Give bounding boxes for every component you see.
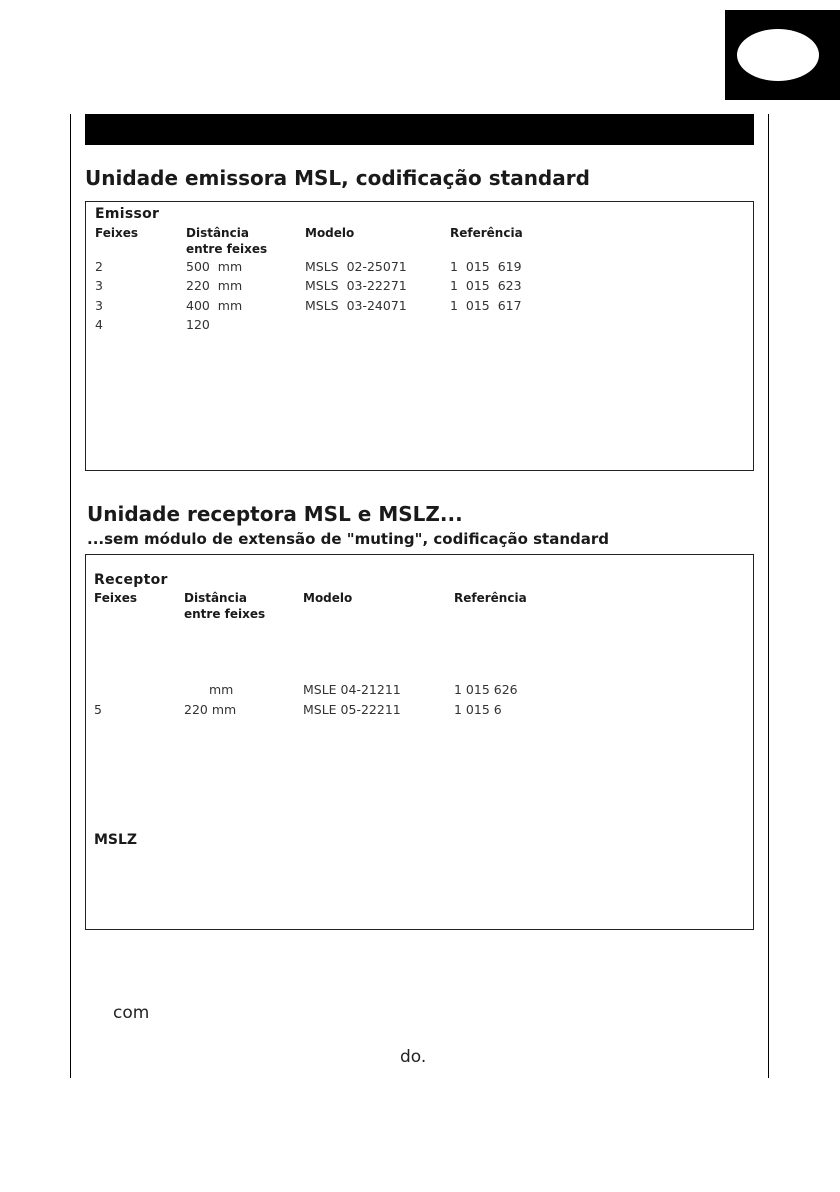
column-header-beams: Feixes — [94, 591, 137, 605]
column-header-distance: Distância entre feixes — [184, 591, 266, 621]
footer-text-do: do. — [400, 1047, 427, 1067]
emitter-row-3-model: MSLS 03-24071 — [305, 298, 407, 313]
header-bar — [85, 114, 754, 145]
mslz-label: MSLZ — [94, 832, 138, 848]
emitter-row-1-beams: 2 — [95, 259, 103, 274]
emitter-row-3-reference: 1 015 617 — [450, 298, 522, 313]
emitter-row-1-reference: 1 015 619 — [450, 259, 522, 274]
emitter-box-label: Emissor — [95, 206, 160, 222]
left-margin-line — [70, 114, 71, 1078]
column-header-model: Modelo — [305, 226, 355, 240]
emitter-row-2-distance: 220 mm — [186, 278, 243, 293]
emitter-row-1-distance: 500 mm — [186, 259, 243, 274]
receiver-section-subtitle: ...sem módulo de extensão de "muting", codificação standard — [87, 530, 610, 548]
receiver-row-2-distance: 220 mm — [184, 702, 237, 717]
column-header-reference: Referência — [454, 591, 527, 605]
receiver-row-1-reference: 1 015 626 — [454, 682, 518, 697]
emitter-row-4-beams: 4 — [95, 317, 103, 332]
receiver-row-2-reference: 1 015 6 — [454, 702, 502, 717]
emitter-row-2-beams: 3 — [95, 278, 103, 293]
column-header-reference: Referência — [450, 226, 523, 240]
right-margin-line — [768, 114, 769, 1078]
receiver-section-title: Unidade receptora MSL e MSLZ... — [87, 502, 463, 526]
emitter-row-3-distance: 400 mm — [186, 298, 243, 313]
column-header-model: Modelo — [303, 591, 353, 605]
emitter-row-4-distance: 120 — [186, 317, 210, 332]
column-header-beams: Feixes — [95, 226, 138, 240]
emitter-row-2-model: MSLS 03-22271 — [305, 278, 407, 293]
emitter-row-2-reference: 1 015 623 — [450, 278, 522, 293]
emitter-row-3-beams: 3 — [95, 298, 103, 313]
emitter-row-1-model: MSLS 02-25071 — [305, 259, 407, 274]
emitter-section-title: Unidade emissora MSL, codificação standard — [85, 166, 590, 190]
column-header-distance: Distância entre feixes — [186, 226, 268, 256]
receiver-row-1-model: MSLE 04-21211 — [303, 682, 401, 697]
emitter-table-box — [85, 201, 754, 471]
receiver-table-box — [85, 554, 754, 930]
receiver-row-2-beams: 5 — [94, 702, 102, 717]
receiver-box-label: Receptor — [94, 572, 168, 588]
oval-tab-marker-icon — [737, 29, 819, 81]
receiver-row-2-model: MSLE 05-22211 — [303, 702, 401, 717]
footer-text-com: com — [113, 1003, 150, 1023]
receiver-row-1-distance: mm — [209, 682, 234, 697]
